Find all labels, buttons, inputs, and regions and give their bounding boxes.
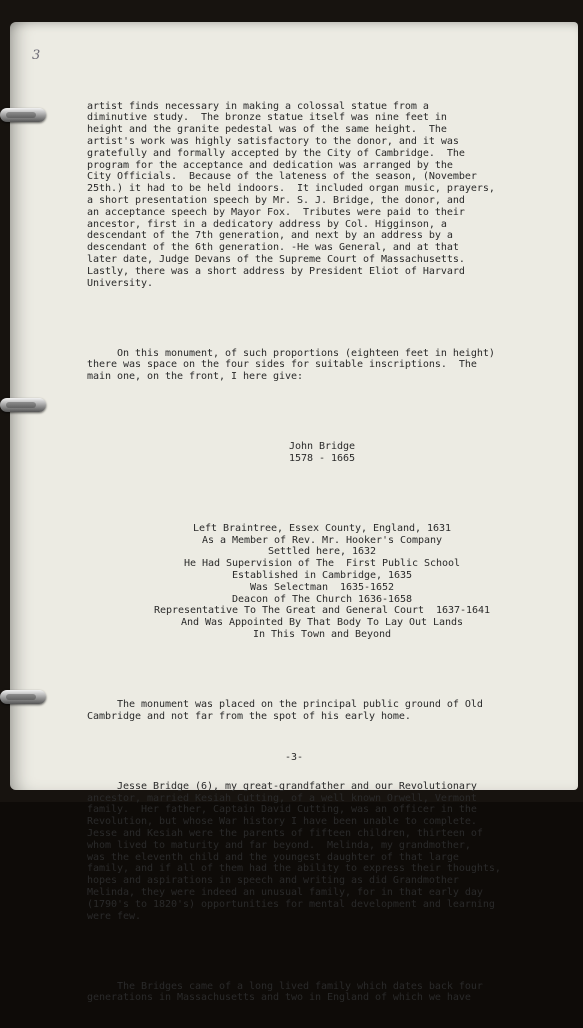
paragraph-jesse-bridge xyxy=(87,781,577,923)
text-line: a short presentation speech by Mr. S. J. Bridge, the donor, and xyxy=(87,194,465,206)
binder-ring-bottom xyxy=(0,690,46,704)
text-line: gratefully and formally accepted by the City of Cambridge. The xyxy=(87,147,465,159)
text-line: 25th.) it had to be held indoors. It included organ music, prayers, xyxy=(87,183,495,195)
text-line: descendant of the 6th generation. -He was General, and at that xyxy=(87,242,459,254)
text-line: hopes and aspirations in speech and writing as did Grandmother xyxy=(87,875,459,887)
text-line: family. Her father, Captain David Cutting, was an officer in the xyxy=(87,804,477,816)
text-line: As a Member of Rev. Mr. Hooker's Company xyxy=(202,534,442,546)
text-line: later date, Judge Devans of the Supreme Court of Massachusetts. xyxy=(87,253,465,265)
text-line: family, and if all of them had the ability to express their thoughts, xyxy=(87,863,501,875)
binder-ring-top xyxy=(0,108,46,122)
page-body xyxy=(87,77,577,1028)
text-line: Cambridge and not far from the spot of his early home. xyxy=(87,710,411,722)
page-number: -3- xyxy=(284,752,304,763)
text-line: Established in Cambridge, 1635 xyxy=(232,570,412,582)
text-line: artist's work was highly satisfactory to the donor, and it was xyxy=(87,135,459,147)
text-line: main one, on the front, I here give: xyxy=(87,371,303,383)
text-line: The monument was placed on the principal public ground of Old xyxy=(87,699,483,711)
text-line: program for the acceptance and dedication was arranged by the xyxy=(87,159,453,171)
text-line: generations in Massachusetts and two in England of which we have xyxy=(87,992,471,1004)
inscription-body xyxy=(87,523,577,641)
text-line: On this monument, of such proportions (eighteen feet in height) xyxy=(87,347,495,359)
text-line: John Bridge xyxy=(289,441,355,453)
text-line: (1790's to 1820's) opportunities for mental development and learning xyxy=(87,898,495,910)
text-line: ancestor, married Kesiah Cutting, of a well known Orwell, Vermont xyxy=(87,792,477,804)
text-line: Left Braintree, Essex County, England, 1631 xyxy=(193,522,451,534)
paragraph-long-lived xyxy=(87,981,577,1005)
paragraph-placement xyxy=(87,699,577,723)
text-line: Settled here, 1632 xyxy=(268,546,376,558)
text-line: And Was Appointed By That Body To Lay Out Lands xyxy=(181,617,463,629)
text-line: Representative To The Great and General Court 1637-1641 xyxy=(154,605,490,617)
binder-ring-middle xyxy=(0,398,46,412)
text-line: ancestor, first in a dedicatory address by Col. Higginson, a xyxy=(87,218,447,230)
text-line: Melinda, they were indeed an unusual family, for in that early day xyxy=(87,887,483,898)
text-line: The Bridges came of a long lived family which dates back four xyxy=(87,980,483,992)
text-line: artist finds necessary in making a colossal statue from a xyxy=(87,100,429,112)
handwritten-page-mark: 3 xyxy=(32,48,41,63)
text-line: were few. xyxy=(87,910,141,922)
inscription-header xyxy=(87,441,577,465)
text-line: Lastly, there was a short address by President Eliot of Harvard xyxy=(87,265,465,277)
text-line: descendant of the 7th generation, and next by an address by a xyxy=(87,230,453,242)
text-line: Revolution, but whose War history I have been unable to complete. xyxy=(87,816,477,828)
text-line: He Had Supervision of The First Public School xyxy=(184,558,460,570)
text-line: Deacon of The Church 1636-1658 xyxy=(232,593,412,605)
text-line: there was space on the four sides for suitable inscriptions. The xyxy=(87,359,477,371)
text-line: an acceptance speech by Mayor Fox. Tributes were paid to their xyxy=(87,206,465,218)
paragraph-statue xyxy=(87,101,577,290)
paragraph-monument xyxy=(87,348,577,383)
text-line: 1578 - 1665 xyxy=(289,452,355,464)
text-line: Jesse and Kesiah were the parents of fifteen children, thirteen of xyxy=(87,828,483,840)
text-line: Jesse Bridge (6), my great-grandfather and our Revolutionary xyxy=(87,780,477,792)
text-line: University. xyxy=(87,277,153,289)
text-line: was the eleventh child and the youngest daughter of that large xyxy=(87,851,459,863)
text-line: whom lived to maturity and far beyond. Melinda, my grandmother, xyxy=(87,839,471,851)
text-line: Was Selectman 1635-1652 xyxy=(250,581,394,593)
document-page xyxy=(10,22,578,1004)
text-line: height and the granite pedestal was of the same height. The xyxy=(87,124,447,136)
text-line: City Officials. Because of the lateness of the season, (November xyxy=(87,171,477,183)
text-line: diminutive study. The bronze statue itself was nine feet in xyxy=(87,112,447,124)
text-line: In This Town and Beyond xyxy=(253,629,391,641)
